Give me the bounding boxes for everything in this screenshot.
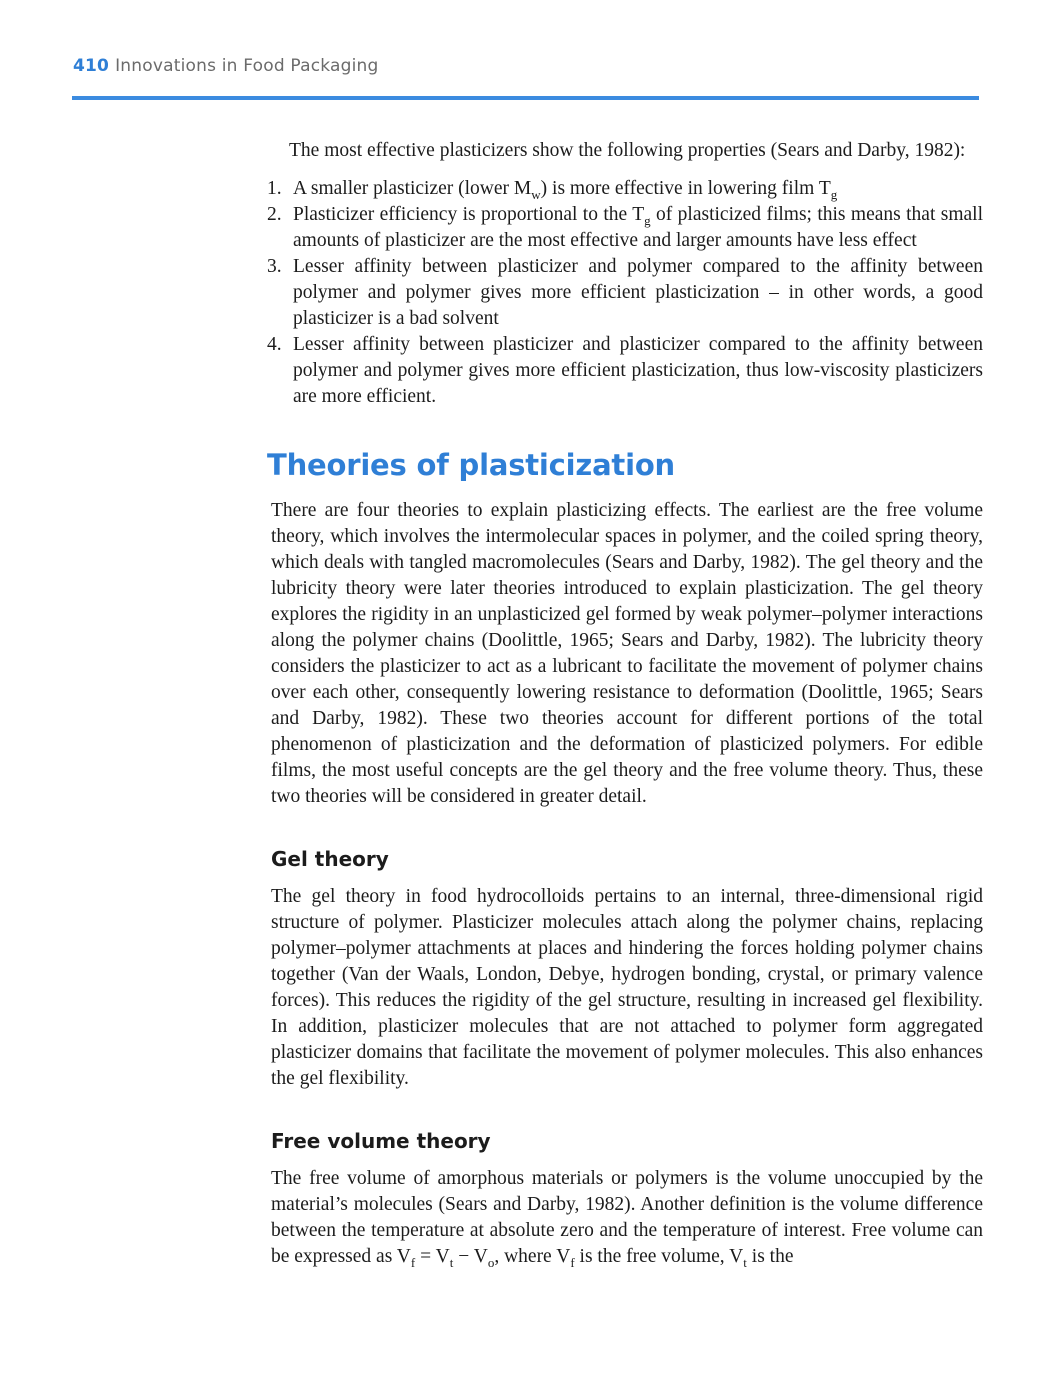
free-volume-paragraph: The free volume of amorphous materials or polymers is the volume unoccupied by the material’s molecules (Sears and Darby, 1982). Another definition is the volume difference between the temperature at absolute zero and the temperature of interest. Free volume can be expressed as $V_f = V_t - V_o$, where $V_f$ is the free volume, $V_t$ is the <box>271 1168 983 1270</box>
list-number: 2. <box>267 204 282 225</box>
section-heading: Theories of plasticization <box>267 448 676 482</box>
list-item: 3. Lesser affinity between plasticizer and polymer compared to the affinity between polymer and polymer gives more efficient plasticization – in other words, a good plasticizer is a bad solvent <box>267 256 983 329</box>
list-item: 2. Plasticizer efficiency is proportional to the $T_g$ of plasticized films; this means that small amounts of plasticizer are the most effective and larger amounts have less effect <box>267 204 984 251</box>
list-number: 4. <box>267 334 282 355</box>
page-number: 410 <box>73 56 110 76</box>
list-number: 3. <box>267 256 282 277</box>
list-item: 4. Lesser affinity between plasticizer and plasticizer compared to the affinity between polymer and polymer gives more efficient plasticization, thus low-viscosity plasticizers are more efficient. <box>267 334 983 407</box>
header-rule <box>72 96 979 100</box>
free-volume-heading: Free volume theory <box>271 1129 491 1153</box>
book-title: Innovations in Food Packaging <box>115 56 379 76</box>
gel-theory-paragraph: The gel theory in food hydrocolloids pertains to an internal, three-dimensional rigid structure of polymer. Plasticizer molecules attach along the polymer chains, replacing polymer–polymer attachments at places and hindering the forces holding polymer chains together (Van der Waals, London, Debye, hydrogen bonding, crystal, or primary valence forces). This reduces the rigidity of the gel structure, resulting in increased gel flexibility. In addition, plasticizer molecules that are not attached to polymer form aggregated plasticizer domains that facilitate the movement of polymer molecules. This also enhances the gel flexibility. <box>271 886 983 1089</box>
properties-list <box>267 176 984 410</box>
gel-theory-heading: Gel theory <box>271 847 389 871</box>
section-paragraph: There are four theories to explain plasticizing effects. The earliest are the free volume theory, which involves the intermolecular spaces in polymer, and the coiled spring theory, which deals with tangled macromolecules (Sears and Darby, 1982). The gel theory and the lubricity theory were later theories introduced to explain plasticization. The gel theory explores the rigidity in an unplasticized gel formed by weak polymer–polymer interactions along the polymer chains (Doolittle, 1965; Sears and Darby, 1982). The lubricity theory considers the plasticizer to act as a lubricant to facilitate the movement of polymer chains over each other, consequently lowering resistance to deformation (Doolittle, 1965; Sears and Darby, 1982). These two theories account for different portions of the total phenomenon of plasticization and the deformation of plasticized polymers. For edible films, the most useful concepts are the gel theory and the free volume theory. Thus, these two theories will be considered in greater detail. <box>271 500 983 807</box>
intro-paragraph: The most effective plasticizers show the following properties (Sears and Darby, 1982): <box>289 140 966 161</box>
running-header <box>73 56 379 76</box>
list-number: 1. <box>267 178 282 199</box>
list-item: 1. A smaller plasticizer (lower $M_w$) is more effective in lowering film $T_g$ <box>267 178 838 202</box>
page-body <box>267 138 984 1270</box>
